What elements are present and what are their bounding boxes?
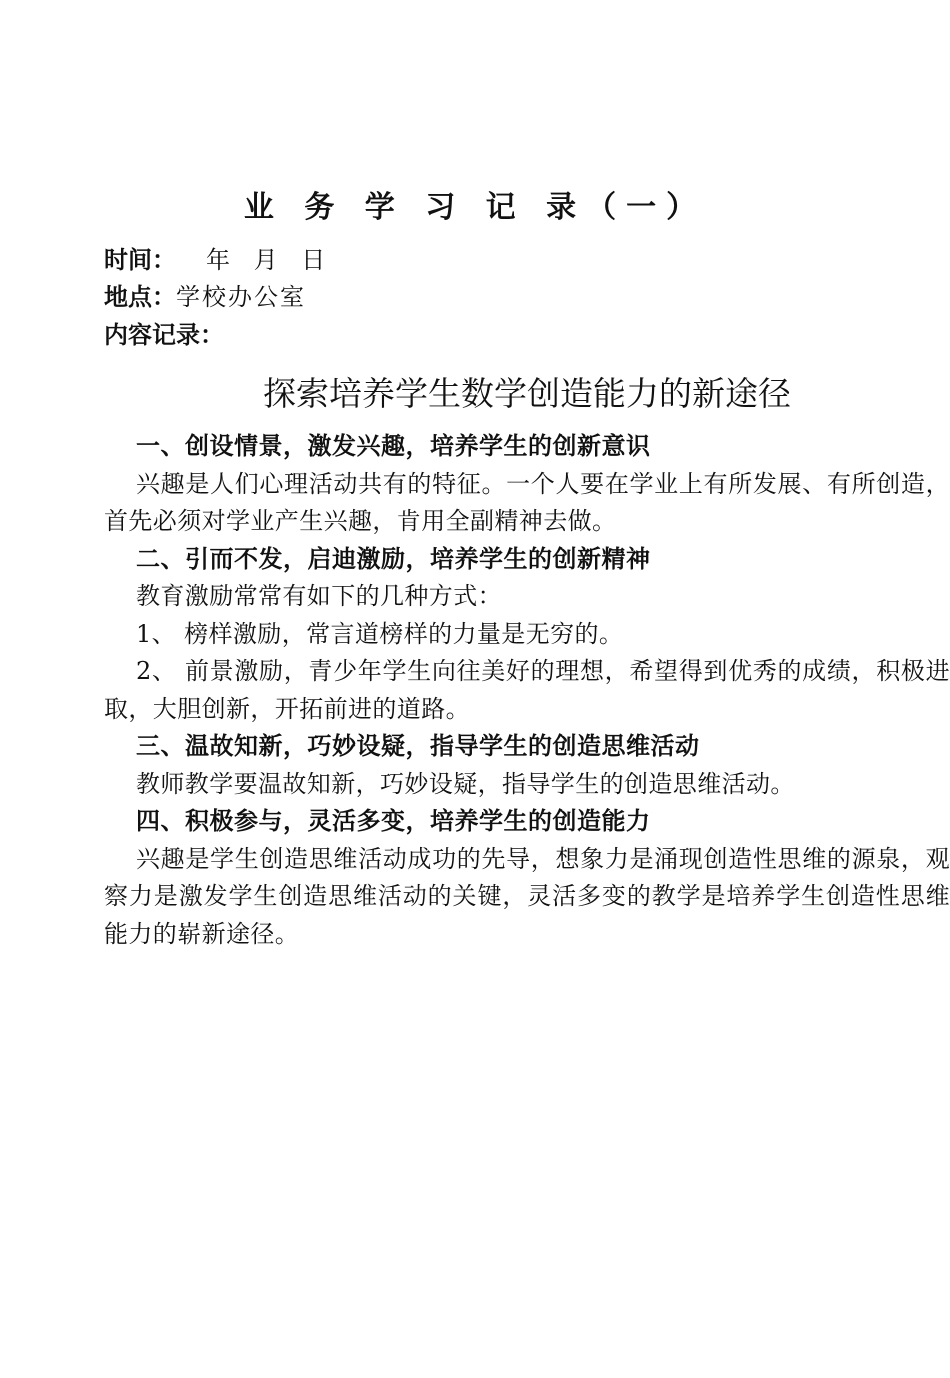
time-line xyxy=(104,242,327,278)
place-label: 地点： xyxy=(104,283,176,311)
place-line xyxy=(104,279,306,315)
section-heading: 二、引而不发，启迪激励，培养学生的创新精神 xyxy=(136,544,651,573)
place-value: 学校办公室 xyxy=(176,283,306,311)
section-heading: 三、温故知新，巧妙设疑，指导学生的创造思维活动 xyxy=(136,732,700,760)
time-value: 年 月 日 xyxy=(206,246,328,274)
article-body xyxy=(104,428,950,953)
section-paragraph: 兴趣是人们心理活动共有的特征。一个人要在学业上有所发展、有所创造，首先必须对学业产生兴趣，肯用全副精神去做。 xyxy=(104,469,950,535)
section-paragraph: 教师教学要温故知新，巧妙设疑，指导学生的创造思维活动。 xyxy=(136,769,795,798)
list-item: 1、 榜样激励，常言道榜样的力量是无穷的。 xyxy=(136,619,624,648)
content-label: 内容记录： xyxy=(104,321,224,349)
section-heading: 一、创设情景，激发兴趣，培养学生的创新意识 xyxy=(136,432,651,460)
section-paragraph: 兴趣是学生创造思维活动成功的先导，想象力是涌现创造性思维的源泉，观察力是激发学生创造思维活动的关键，灵活多变的教学是培养学生创造性思维能力的崭新途径。 xyxy=(104,844,950,948)
record-title: 业 务 学 习 记 录（一） xyxy=(243,190,707,225)
article-title: 探索培养学生数学创造能力的新途径 xyxy=(263,374,791,413)
section-heading: 四、积极参与，灵活多变，培养学生的创造能力 xyxy=(136,807,651,835)
section-paragraph: 教育激励常常有如下的几种方式： xyxy=(136,582,502,610)
content-line xyxy=(104,317,224,353)
time-label: 时间： xyxy=(104,246,176,274)
list-item: 2、 前景激励，青少年学生向往美好的理想，希望得到优秀的成绩，积极进取，大胆创新，开拓前进的道路。 xyxy=(104,657,950,723)
